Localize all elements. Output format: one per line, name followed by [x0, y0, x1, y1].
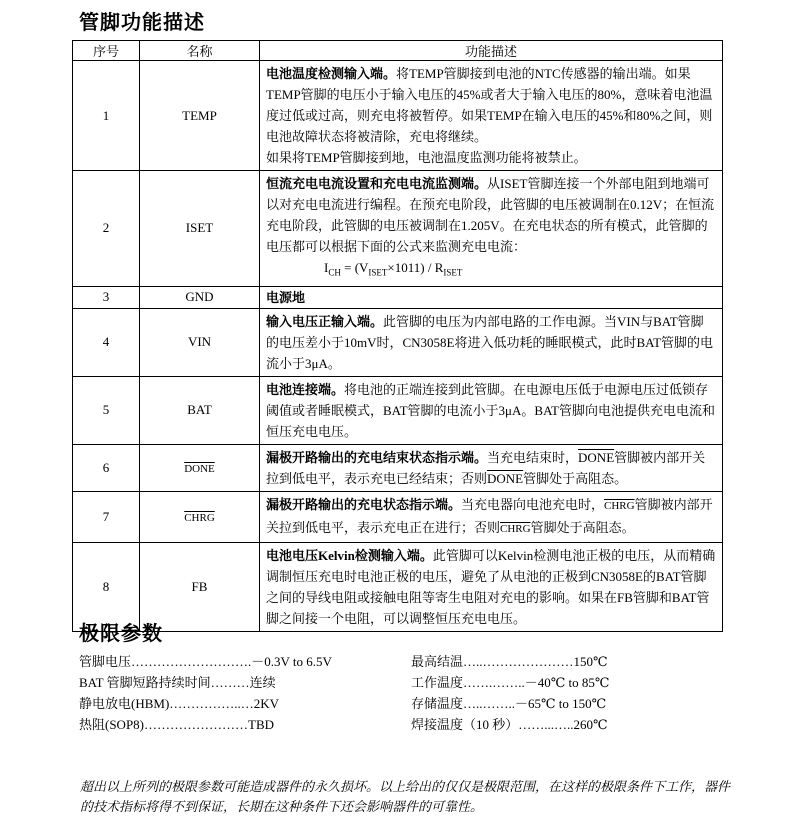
desc-text: 从ISET管脚连接一个外部电阻到地端可以对充电电流进行编程。在预充电阶段，此管脚的电压被调制在0.12V；在恒流充电阶段，此管脚的电压被调制在1.205V。在充电状态的所有模式，此管脚的电压都可以根据下面的公式来监测充电电流： [266, 176, 715, 254]
table-row [73, 444, 723, 491]
desc-title: 电池连接端。 [266, 381, 345, 397]
desc-text: 将电池的正端连接到此管脚。在电源电压低于电源电压过低锁存阈值或者睡眠模式，BAT管脚的电流小于3μA。BAT管脚向电池提供充电电流和恒压充电电压。 [266, 381, 715, 439]
limits-warning-note: 超出以上所列的极限参数可能造成器件的永久损坏。以上给出的仅仅是极限范围，在这样的极限条件下工作，器件的技术指标将得不到保证，长期在这种条件下还会影响器件的可靠性。 [80, 779, 731, 814]
pin-number: 7 [73, 491, 140, 542]
pin-description [260, 542, 723, 631]
limit-item: 焊接温度（10 秒）……...…..260℃ [411, 717, 608, 732]
pin-function-table [72, 40, 723, 632]
signal-ref: CHRG [604, 499, 635, 512]
pin-name: BAT [140, 376, 260, 444]
limit-item: 管脚电压……………………….－0.3V to 6.5V [79, 654, 332, 669]
pin-description [260, 376, 723, 444]
pin-description: 漏极开路输出的充电结束状态指示端。当充电结束时，DONE管脚被内部开关拉到低电平，表示充电已经结束；否则DONE管脚处于高阻态。 [260, 444, 723, 491]
pin-description: 漏极开路输出的充电状态指示端。当充电器向电池充电时，CHRG管脚被内部开关拉到低电平，表示充电正在进行；否则CHRG管脚处于高阻态。 [260, 491, 723, 542]
charge-current-formula: $I_{CH} = (V_{ISET}\times 1011) / R_{ISET}$ [324, 260, 463, 278]
limit-item: 存储温度…..……..－65℃ to 150℃ [411, 696, 607, 711]
header-num: 序号 [73, 41, 140, 61]
table-row [73, 491, 723, 542]
limit-item: 最高结温…..…………………150℃ [411, 654, 608, 669]
pin-number: 1 [73, 61, 140, 171]
pin-number: 6 [73, 444, 140, 491]
pin-number: 2 [73, 171, 140, 287]
desc-text-2: 如果将TEMP管脚接到地，电池温度监测功能将被禁止。 [266, 150, 587, 165]
pin-name: DONE [140, 444, 260, 491]
limit-item: BAT 管脚短路持续时间………连续 [79, 675, 276, 690]
table-row [73, 286, 723, 308]
signal-ref: CHRG [500, 522, 531, 535]
desc-title: 恒流充电电流设置和充电电流监测端。 [266, 176, 488, 191]
desc-text: 此管脚可以Kelvin检测电池正极的电压，从而精确调制恒压充电时电池正极的电压，避免了从电池的正极到CN3058E的BAT管脚之间的导线电阻或接触电阻等寄生电阻对充电的影响。如果在FB管脚和BAT管脚之间接一个电阻，可以调整恒压充电电压。 [266, 547, 716, 626]
desc-title: 漏极开路输出的充电状态指示端。 [266, 496, 462, 512]
pin-number: 3 [73, 286, 140, 308]
pin-name: ISET [140, 171, 260, 287]
desc-title: 电源地 [266, 289, 306, 305]
pin-description [260, 61, 723, 171]
desc-title: 输入电压正输入端。 [266, 313, 384, 329]
desc-text: 将TEMP管脚接到电池的NTC传感器的输出端。如果TEMP管脚的电压小于输入电压的45%或者大于输入电压的80%，意味着电池温度过低或过高，则充电将被暂停。如果TEMP在输入电压的45%和80%之间，则电池故障状态将被清除，充电将继续。 [266, 66, 713, 144]
table-row [73, 61, 723, 171]
section-title-pins: 管脚功能描述 [79, 10, 205, 34]
table-row [73, 171, 723, 287]
limit-item: 静电放电(HBM)……………..…2KV [79, 696, 280, 711]
pin-number: 8 [73, 542, 140, 631]
pin-name: CHRG [140, 491, 260, 542]
pin-name: TEMP [140, 61, 260, 171]
desc-title: 电池温度检测输入端。 [266, 66, 397, 81]
desc-title: 漏极开路输出的充电结束状态指示端。 [266, 449, 488, 465]
table-header-row [73, 41, 723, 61]
table-row [73, 542, 723, 631]
signal-ref: DONE [578, 449, 615, 465]
section-title-limits: 极限参数 [79, 621, 163, 645]
pin-description [260, 286, 723, 308]
limit-item: 工作温度…….……..－40℃ to 85℃ [411, 675, 610, 690]
desc-text: 此管脚的电压为内部电路的工作电源。当VIN与BAT管脚的电压差小于10mV时，CN3058E将进入低功耗的睡眠模式，此时BAT管脚的电流小于3μA。 [266, 313, 714, 371]
pin-name: FB [140, 542, 260, 631]
header-desc: 功能描述 [260, 41, 723, 61]
pin-number: 5 [73, 376, 140, 444]
pin-name: VIN [140, 308, 260, 376]
pin-description [260, 171, 723, 287]
table-row [73, 308, 723, 376]
header-name: 名称 [140, 41, 260, 61]
pin-name: GND [140, 286, 260, 308]
limit-item: 热阻(SOP8)……………………TBD [79, 717, 275, 732]
table-row [73, 376, 723, 444]
signal-ref: DONE [487, 470, 524, 486]
desc-title: 电池电压Kelvin检测输入端。 [266, 547, 433, 563]
pin-number: 4 [73, 308, 140, 376]
pin-description [260, 308, 723, 376]
